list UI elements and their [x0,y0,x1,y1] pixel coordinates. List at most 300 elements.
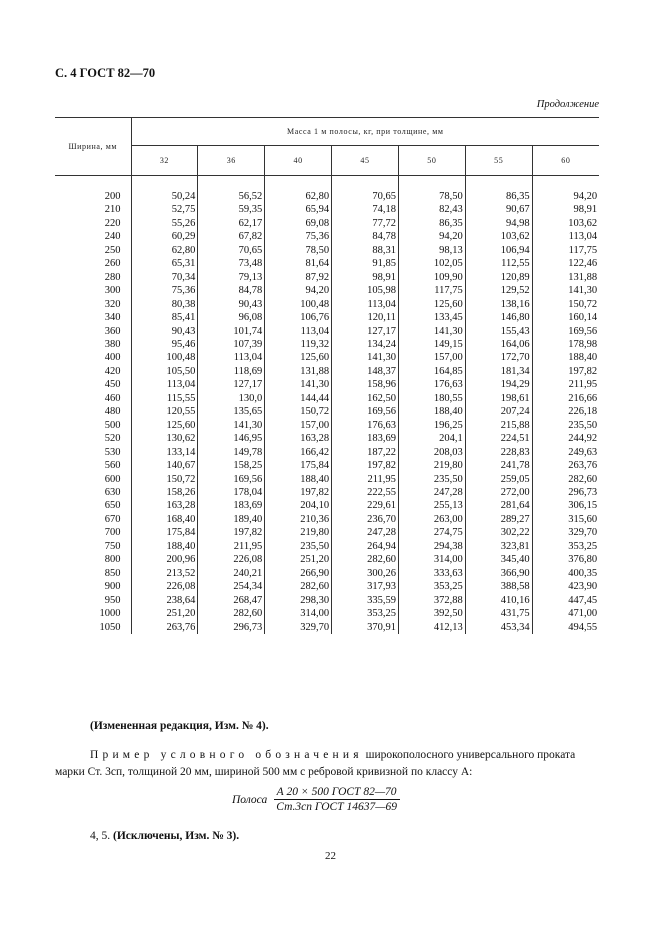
mass-cell: 74,18 [332,203,399,216]
mass-cell: 188,40 [398,405,465,418]
mass-cell: 69,08 [265,217,332,230]
mass-cell: 129,52 [465,284,532,297]
mass-cell: 125,60 [265,351,332,364]
designation-example [55,747,600,781]
mass-cell: 79,13 [198,271,265,284]
mass-cell: 120,11 [332,311,399,324]
mass-cell: 329,70 [532,526,599,539]
mass-cell: 216,66 [532,392,599,405]
mass-cell: 169,56 [532,325,599,338]
mass-cell: 176,63 [332,419,399,432]
mass-cell: 197,82 [332,459,399,472]
thickness-header-row [55,146,599,176]
mass-cell: 163,28 [166,500,196,512]
table-row [55,513,599,526]
width-cell: 340 [55,311,131,324]
table-row [55,473,599,486]
mass-cell: 166,42 [265,446,332,459]
continued-label: Продолжение [536,99,599,110]
mass-cell: 226,08 [166,581,196,593]
mass-cell: 106,76 [265,311,332,324]
mass-cell: 211,95 [532,378,599,391]
mass-cell: 244,92 [532,432,599,445]
mass-cell: 353,25 [332,607,399,620]
mass-cell: 106,94 [465,244,532,257]
width-cell: 900 [55,580,131,593]
thickness-header: 36 [198,146,265,176]
mass-cell: 118,69 [198,365,265,378]
table-body [55,176,599,634]
mass-cell: 117,75 [532,244,599,257]
mass-cell: 82,43 [398,203,465,216]
mass-cell: 247,28 [398,486,465,499]
mass-cell: 272,00 [465,486,532,499]
mass-cell: 181,34 [465,365,532,378]
mass-cell: 169,56 [332,405,399,418]
table-row [55,405,599,418]
mass-cell: 62,80 [265,190,332,203]
mass-cell: 162,50 [332,392,399,405]
table-row [55,459,599,472]
mass-cell: 90,67 [465,203,532,216]
mass-cell: 370,91 [332,621,399,634]
mass-cell: 101,74 [198,325,265,338]
mass-cell: 158,25 [198,459,265,472]
width-cell: 530 [55,446,131,459]
mass-cell: 215,88 [465,419,532,432]
mass-cell: 117,75 [398,284,465,297]
mass-cell: 251,20 [265,553,332,566]
mass-cell: 130,62 [166,433,196,445]
width-cell: 700 [55,526,131,539]
table-row [55,338,599,351]
mass-cell: 333,63 [398,567,465,580]
width-cell: 280 [55,271,131,284]
mass-cell: 281,64 [465,499,532,512]
mass-cell: 263,76 [166,621,196,633]
mass-cell: 138,16 [465,298,532,311]
mass-cell: 103,62 [532,217,599,230]
mass-cell: 197,82 [198,526,265,539]
table-row [55,607,599,620]
mass-cell: 188,40 [265,473,332,486]
thickness-header: 55 [465,146,532,176]
mass-cell: 85,41 [171,312,196,324]
mass-cell: 189,40 [198,513,265,526]
mass-cell: 131,88 [532,271,599,284]
width-cell: 250 [55,244,131,257]
mass-cell: 91,85 [332,257,399,270]
mass-cell: 105,98 [332,284,399,297]
mass-cell: 180,55 [398,392,465,405]
mass-cell: 226,18 [532,405,599,418]
mass-cell: 130,0 [198,392,265,405]
mass-cell: 90,43 [171,325,196,337]
mass-cell: 52,75 [171,204,196,216]
width-cell: 670 [55,513,131,526]
mass-cell: 150,72 [532,298,599,311]
mass-cell: 98,91 [532,203,599,216]
mass-cell: 146,80 [465,311,532,324]
mass-cell: 447,45 [532,594,599,607]
mass-cell: 255,13 [398,499,465,512]
mass-cell: 141,30 [332,351,399,364]
formula-numerator: А 20 × 500 ГОСТ 82—70 [274,786,400,800]
width-cell: 200 [55,190,131,203]
width-cell: 630 [55,486,131,499]
mass-cell: 187,22 [332,446,399,459]
width-cell: 240 [55,230,131,243]
mass-cell: 62,17 [198,217,265,230]
mass-cell: 163,28 [265,432,332,445]
width-cell: 750 [55,540,131,553]
width-cell: 500 [55,419,131,432]
mass-cell: 158,26 [166,486,196,498]
mass-cell: 211,95 [332,473,399,486]
table-row [55,271,599,284]
mass-cell: 112,55 [465,257,532,270]
mass-cell: 266,90 [265,567,332,580]
mass-cell: 98,91 [332,271,399,284]
revision-note: (Измененная редакция, Изм. № 4). [90,720,269,732]
table-row [55,244,599,257]
mass-cell: 494,55 [532,621,599,634]
mass-cell: 55,26 [171,217,196,229]
table-row [55,446,599,459]
width-cell: 260 [55,257,131,270]
mass-cell: 423,90 [532,580,599,593]
mass-cell: 259,05 [465,473,532,486]
width-cell: 360 [55,325,131,338]
mass-cell: 329,70 [265,621,332,634]
mass-cell: 197,82 [265,486,332,499]
table-row [55,392,599,405]
mass-cell: 175,84 [166,527,196,539]
width-cell: 210 [55,203,131,216]
mass-cell: 70,65 [332,190,399,203]
mass-cell: 183,69 [198,499,265,512]
mass-cell: 86,35 [398,217,465,230]
mass-cell: 178,98 [532,338,599,351]
mass-cell: 372,88 [398,594,465,607]
mass-cell: 268,47 [198,594,265,607]
mass-cell: 98,13 [398,244,465,257]
mass-cell: 125,60 [166,419,196,431]
mass-cell: 113,04 [198,351,265,364]
mass-cell: 88,31 [332,244,399,257]
mass-cell: 282,60 [265,580,332,593]
width-cell: 380 [55,338,131,351]
mass-cell: 296,73 [532,486,599,499]
table-row [55,419,599,432]
mass-cell: 67,82 [198,230,265,243]
example-title: Пример условного обозначения [90,749,363,761]
mass-cell: 388,58 [465,580,532,593]
table-row [55,311,599,324]
mass-cell: 107,39 [198,338,265,351]
example-text: широкополосного универсального проката марки Ст. 3сп, толщиной 20 мм, шириной 500 мм с ребровой кривизной по классу А: [55,749,576,778]
mass-cell: 183,69 [332,432,399,445]
mass-cell: 254,34 [198,580,265,593]
mass-cell: 207,24 [465,405,532,418]
mass-cell: 94,20 [265,284,332,297]
mass-cell: 94,20 [398,230,465,243]
mass-cell: 60,29 [171,231,196,243]
mass-cell: 323,81 [465,540,532,553]
mass-cell: 150,72 [166,473,196,485]
mass-cell: 77,72 [332,217,399,230]
table-row [55,190,599,203]
mass-cell: 175,84 [265,459,332,472]
mass-group-header: Масса 1 м полосы, кг, при толщине, мм [131,118,599,146]
mass-cell: 120,55 [166,406,196,418]
mass-cell: 50,24 [171,191,196,202]
mass-cell: 188,40 [166,540,196,552]
mass-cell: 226,08 [198,553,265,566]
table-row [55,325,599,338]
table-spacer-row [55,176,599,191]
mass-cell: 317,93 [332,580,399,593]
excluded-note [90,830,239,842]
table-row [55,217,599,230]
mass-cell: 169,56 [198,473,265,486]
mass-cell: 102,05 [398,257,465,270]
mass-cell: 274,75 [398,526,465,539]
width-column-header: Ширина, мм [55,118,131,176]
mass-cell: 119,32 [265,338,332,351]
table-row [55,499,599,512]
mass-cell: 222,55 [332,486,399,499]
width-cell: 300 [55,284,131,297]
mass-cell: 157,00 [398,351,465,364]
mass-cell: 150,72 [265,405,332,418]
mass-cell: 84,78 [332,230,399,243]
width-cell: 520 [55,432,131,445]
mass-cell: 149,15 [398,338,465,351]
mass-cell: 65,94 [265,203,332,216]
mass-cell: 164,85 [398,365,465,378]
mass-cell: 109,90 [398,271,465,284]
mass-cell: 282,60 [198,607,265,620]
mass-cell: 135,65 [198,405,265,418]
mass-cell: 241,78 [465,459,532,472]
designation-formula [232,786,400,813]
mass-cell: 353,25 [532,540,599,553]
mass-cell: 235,50 [398,473,465,486]
width-cell: 600 [55,473,131,486]
table-row [55,486,599,499]
mass-cell: 100,48 [166,352,196,364]
width-cell: 420 [55,365,131,378]
mass-cell: 302,22 [465,526,532,539]
mass-cell: 197,82 [532,365,599,378]
mass-cell: 158,96 [332,378,399,391]
mass-cell: 471,00 [532,607,599,620]
mass-cell: 282,60 [332,553,399,566]
mass-cell: 149,78 [198,446,265,459]
formula-fraction [273,786,400,813]
mass-cell: 141,30 [198,419,265,432]
mass-cell: 228,83 [465,446,532,459]
width-cell: 950 [55,594,131,607]
table-row [55,230,599,243]
width-cell: 460 [55,392,131,405]
width-cell: 650 [55,499,131,512]
width-cell: 800 [55,553,131,566]
mass-cell: 211,95 [198,540,265,553]
mass-cell: 200,96 [166,554,196,566]
mass-cell: 65,31 [171,258,196,270]
mass-cell: 410,16 [465,594,532,607]
mass-cell: 213,52 [166,567,196,579]
mass-cell: 100,48 [265,298,332,311]
mass-cell: 263,76 [532,459,599,472]
mass-cell: 208,03 [398,446,465,459]
table-row [55,621,599,634]
width-cell: 480 [55,405,131,418]
mass-cell: 431,75 [465,607,532,620]
width-cell: 220 [55,217,131,230]
formula-denominator: Ст.3сп ГОСТ 14637—69 [276,801,397,813]
mass-cell: 176,63 [398,378,465,391]
mass-cell: 90,43 [198,298,265,311]
table-row [55,365,599,378]
mass-cell: 229,61 [332,499,399,512]
mass-cell: 294,38 [398,540,465,553]
mass-cell: 103,62 [465,230,532,243]
table-row [55,203,599,216]
mass-cell: 141,30 [398,325,465,338]
mass-cell: 81,64 [265,257,332,270]
mass-cell: 157,00 [265,419,332,432]
excluded-note-prefix: 4, 5. [90,830,113,842]
mass-cell: 204,1 [398,432,465,445]
mass-cell: 75,36 [171,285,196,297]
mass-cell: 178,04 [198,486,265,499]
thickness-header: 45 [332,146,399,176]
mass-cell: 172,70 [465,351,532,364]
mass-cell: 314,00 [398,553,465,566]
mass-cell: 306,15 [532,499,599,512]
mass-cell: 249,63 [532,446,599,459]
mass-cell: 335,59 [332,594,399,607]
mass-cell: 235,50 [265,540,332,553]
table-row [55,553,599,566]
mass-cell: 219,80 [398,459,465,472]
table-row [55,594,599,607]
mass-cell: 264,94 [332,540,399,553]
mass-cell: 87,92 [265,271,332,284]
mass-cell: 412,13 [398,621,465,634]
mass-cell: 59,35 [198,203,265,216]
table-row [55,298,599,311]
table-row [55,351,599,364]
mass-cell: 86,35 [465,190,532,203]
mass-cell: 113,04 [332,298,399,311]
mass-cell: 219,80 [265,526,332,539]
mass-cell: 62,80 [171,244,196,256]
mass-cell: 251,20 [166,608,196,620]
mass-cell: 133,45 [398,311,465,324]
excluded-note-text: (Исключены, Изм. № 3). [113,830,240,842]
mass-cell: 70,34 [171,271,196,283]
table-row [55,432,599,445]
mass-cell: 164,06 [465,338,532,351]
mass-cell: 453,34 [465,621,532,634]
mass-cell: 238,64 [166,594,196,606]
mass-cell: 84,78 [198,284,265,297]
mass-cell: 345,40 [465,553,532,566]
mass-cell: 196,25 [398,419,465,432]
mass-cell: 113,04 [166,379,196,391]
mass-cell: 140,67 [166,460,196,472]
thickness-header: 40 [265,146,332,176]
mass-cell: 315,60 [532,513,599,526]
mass-table [55,117,599,634]
mass-cell: 160,14 [532,311,599,324]
mass-cell: 210,36 [265,513,332,526]
mass-cell: 155,43 [465,325,532,338]
mass-cell: 240,21 [198,567,265,580]
mass-cell: 125,60 [398,298,465,311]
width-cell: 320 [55,298,131,311]
mass-cell: 127,17 [332,325,399,338]
table-row [55,540,599,553]
mass-cell: 80,38 [171,298,196,310]
mass-cell: 120,89 [465,271,532,284]
mass-cell: 113,04 [532,230,599,243]
mass-cell: 224,51 [465,432,532,445]
mass-cell: 366,90 [465,567,532,580]
thickness-header: 50 [398,146,465,176]
mass-cell: 376,80 [532,553,599,566]
mass-cell: 392,50 [398,607,465,620]
thickness-header: 32 [131,146,198,176]
mass-cell: 133,14 [166,446,196,458]
mass-cell: 56,52 [198,190,265,203]
mass-cell: 289,27 [465,513,532,526]
mass-cell: 298,30 [265,594,332,607]
table-row [55,580,599,593]
mass-cell: 236,70 [332,513,399,526]
mass-cell: 353,25 [398,580,465,593]
width-cell: 560 [55,459,131,472]
page-header: С. 4 ГОСТ 82—70 [55,66,156,80]
table-row [55,257,599,270]
mass-cell: 78,50 [398,190,465,203]
mass-cell: 204,10 [265,499,332,512]
mass-cell: 141,30 [532,284,599,297]
mass-cell: 96,08 [198,311,265,324]
mass-cell: 94,98 [465,217,532,230]
mass-cell: 314,00 [265,607,332,620]
mass-cell: 263,00 [398,513,465,526]
mass-cell: 282,60 [532,473,599,486]
mass-cell: 148,37 [332,365,399,378]
mass-cell: 300,26 [332,567,399,580]
table-row [55,378,599,391]
formula-label: Полоса [232,793,268,806]
mass-cell: 94,20 [532,190,599,203]
mass-cell: 235,50 [532,419,599,432]
mass-cell: 75,36 [265,230,332,243]
table-row [55,284,599,297]
mass-cell: 198,61 [465,392,532,405]
mass-cell: 296,73 [198,621,265,634]
mass-cell: 134,24 [332,338,399,351]
mass-cell: 122,46 [532,257,599,270]
mass-cell: 73,48 [198,257,265,270]
